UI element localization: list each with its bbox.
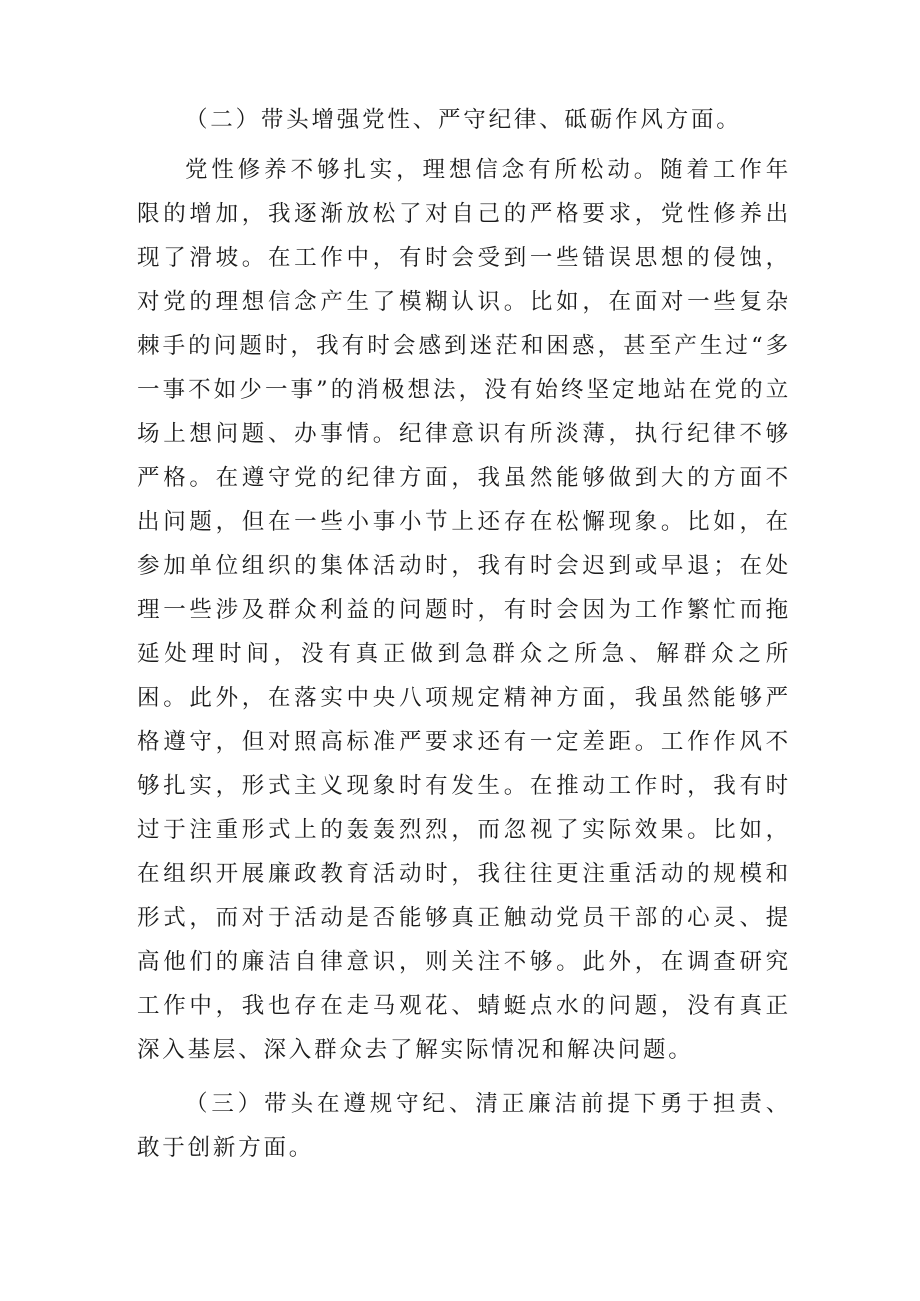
section-heading-2: （二）带头增强党性、严守纪律、砥砺作风方面。	[185, 107, 742, 133]
section-heading-3: （三）带头在遵规守纪、清正廉洁前提下勇于担责、敢于创新方面。	[137, 1091, 791, 1161]
document-content	[137, 98, 791, 1170]
section-body-2: 党性修养不够扎实，理想信念有所松动。随着工作年限的增加，我逐渐放松了对自己的严格要求，党性修养出现了滑坡。在工作中，有时会受到一些错误思想的侵蚀，对党的理想信念产生了模糊认识。比如，在面对一些复杂棘手的问题时，我有时会感到迷茫和困惑，甚至产生过“多一事不如少一事”的消极想法，没有始终坚定地站在党的立场上想问题、办事情。纪律意识有所淡薄，执行纪律不够严格。在遵守党的纪律方面，我虽然能够做到大的方面不出问题，但在一些小事小节上还存在松懈现象。比如，在参加单位组织的集体活动时，我有时会迟到或早退；在处理一些涉及群众利益的问题时，有时会因为工作繁忙而拖延处理时间，没有真正做到急群众之所急、解群众之所困。此外，在落实中央八项规定精神方面，我虽然能够严格遵守，但对照高标准严要求还有一定差距。工作作风不够扎实，形式主义现象时有发生。在推动工作时，我有时过于注重形式上的轰轰烈烈，而忽视了实际效果。比如，在组织开展廉政教育活动时，我往往更注重活动的规模和形式，而对于活动是否能够真正触动党员干部的心灵、提高他们的廉洁自律意识，则关注不够。此外，在调查研究工作中，我也存在走马观花、蜻蜓点水的问题，没有真正深入基层、深入群众去了解实际情况和解决问题。	[137, 157, 791, 1063]
